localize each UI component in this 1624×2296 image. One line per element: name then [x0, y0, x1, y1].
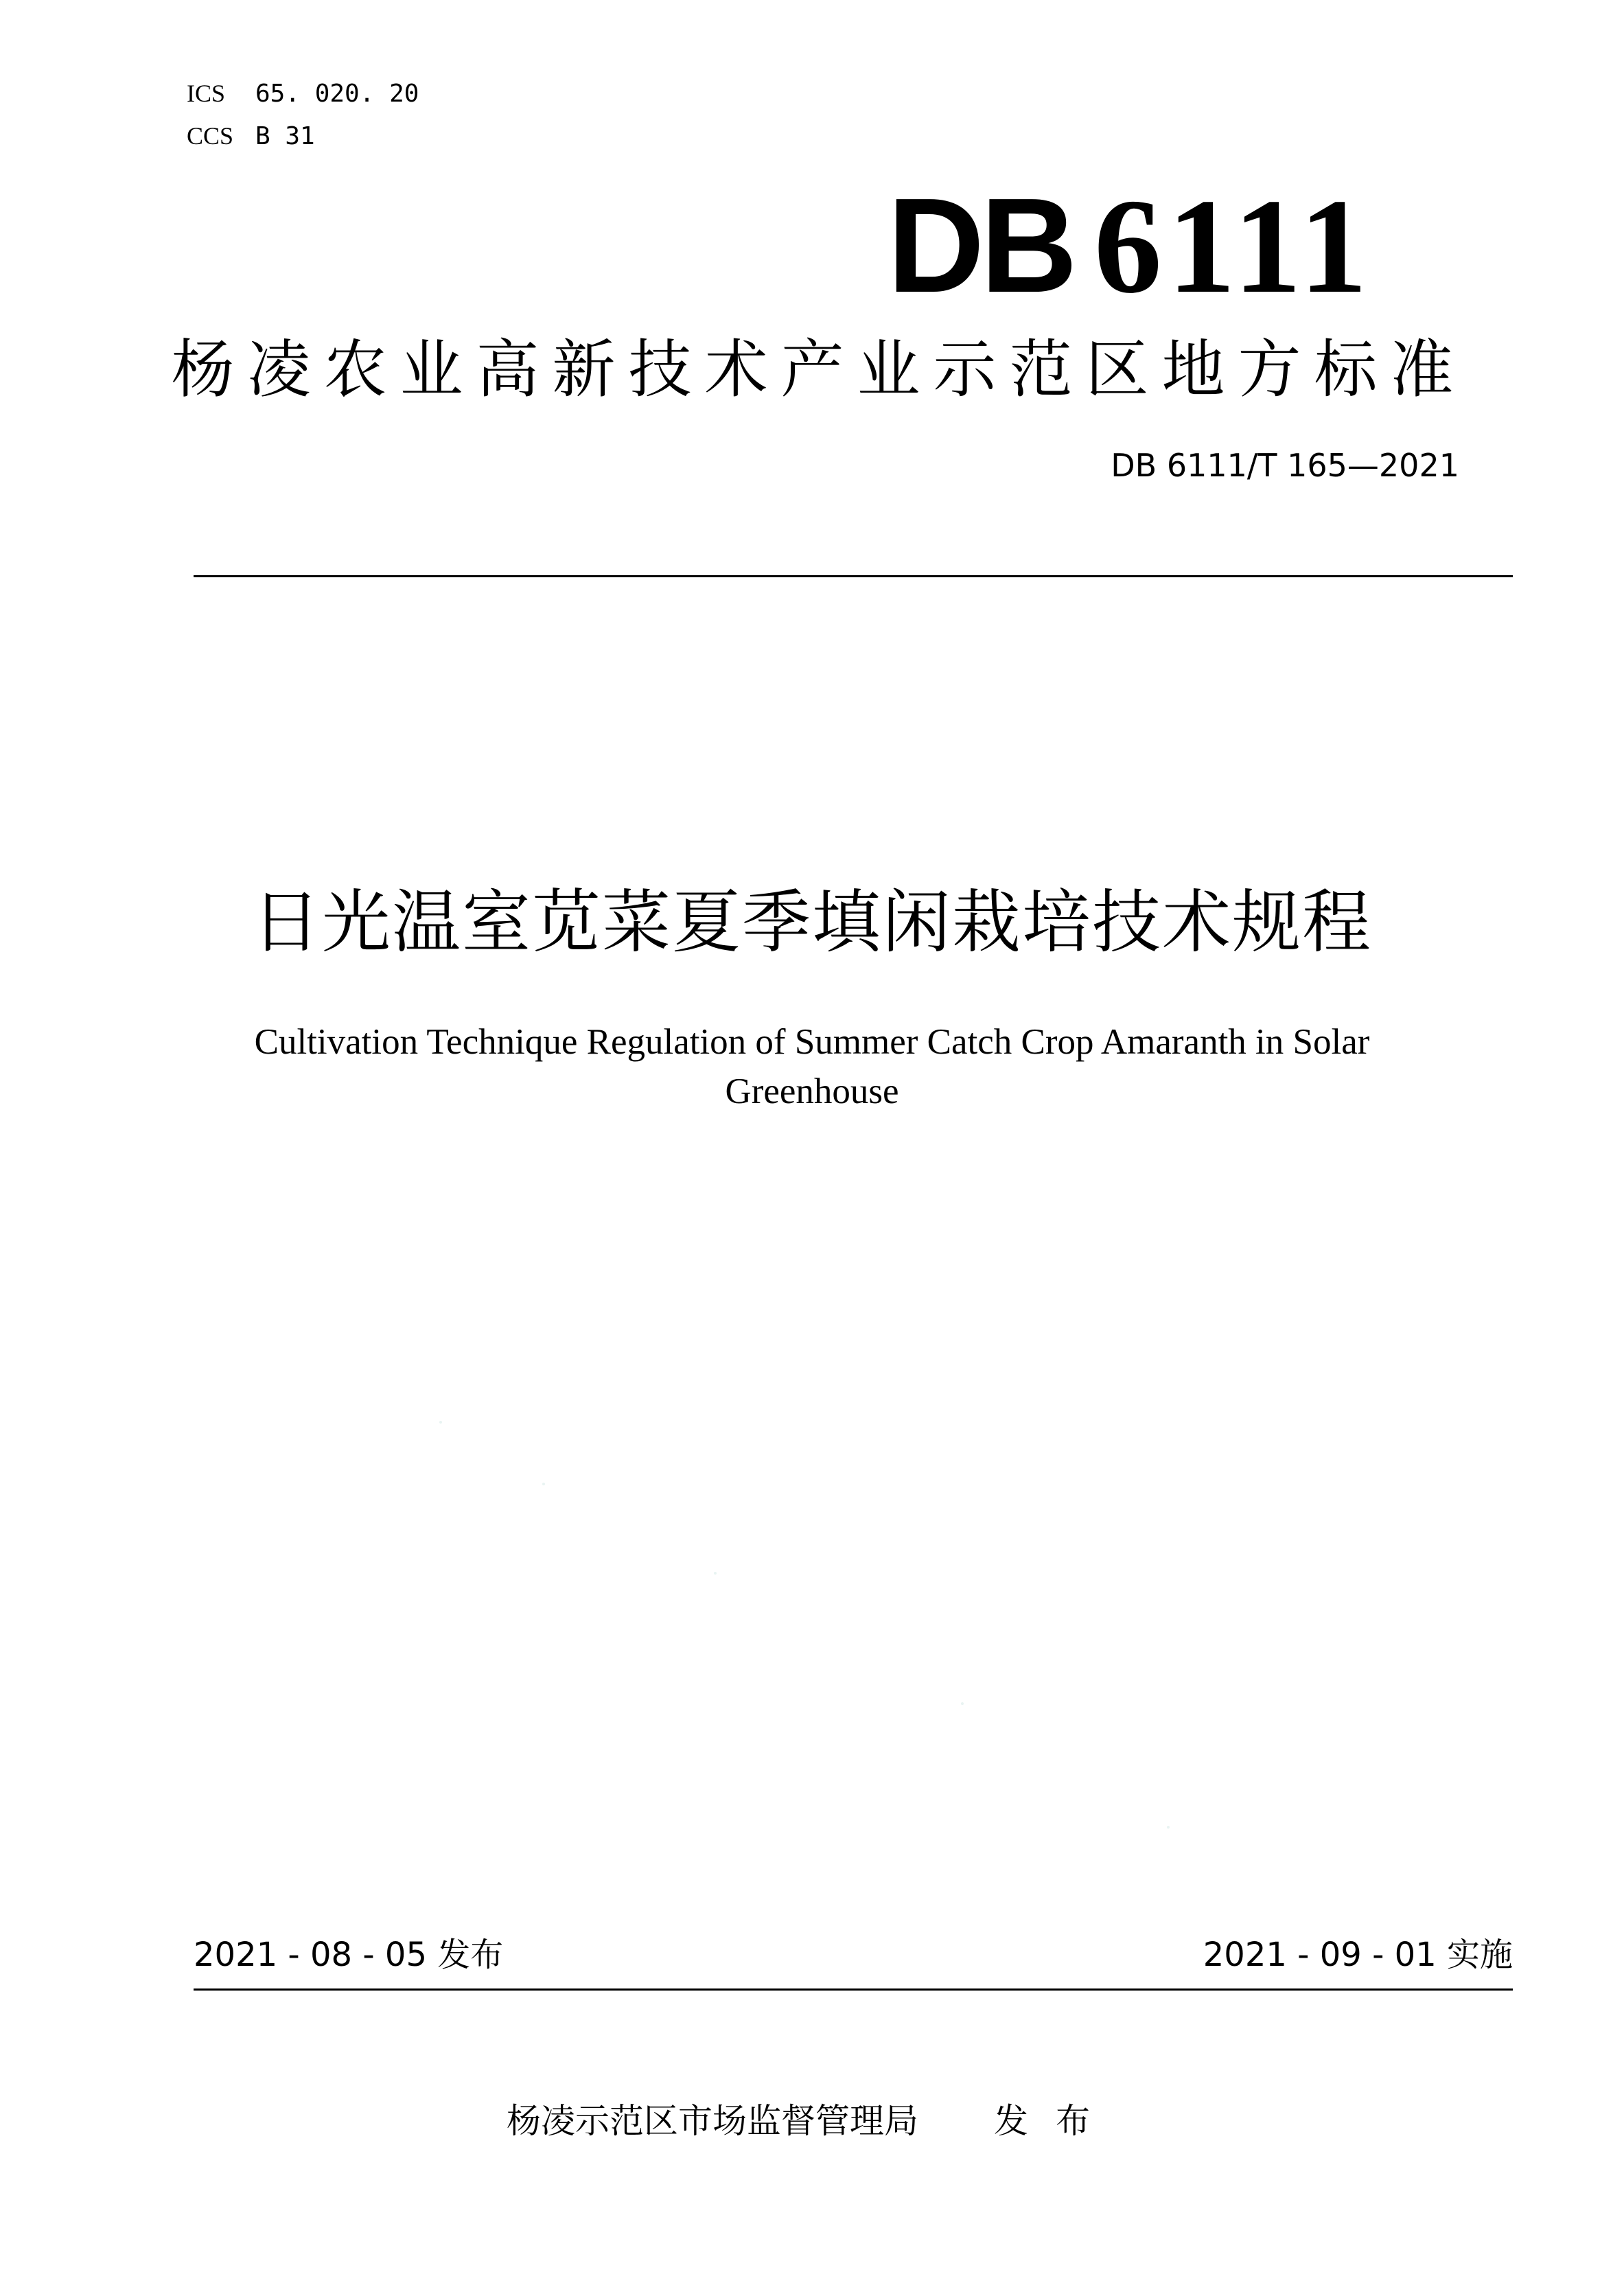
standard-logo [887, 170, 1373, 321]
background-speck [1167, 1826, 1170, 1829]
background-speck [439, 1421, 442, 1424]
ics-code [187, 78, 419, 109]
standard-number: DB 6111/T 165—2021 [1111, 447, 1459, 484]
logo-prefix: DB [887, 170, 1074, 321]
background-speck [714, 1572, 717, 1575]
logo-code: 6111 [1093, 171, 1373, 321]
background-speck [961, 1702, 964, 1705]
publish-action: 发布 [994, 2101, 1117, 2141]
issue-date: 2021 - 08 - 05 发布 [194, 1936, 504, 1974]
header-divider [194, 575, 1513, 577]
background-speck [542, 1483, 545, 1485]
publisher-line [0, 2099, 1624, 2143]
ccs-value: B 31 [255, 122, 315, 150]
ccs-label: CCS [187, 122, 234, 150]
document-title-english: Cultivation Technique Regulation of Summer Catch Crop Amaranth in Solar Greenhouse [254, 1022, 1370, 1111]
footer-divider [194, 1988, 1513, 1991]
issuing-authority-heading: 杨凌农业高新技术产业示范区地方标准 [171, 333, 1467, 406]
publisher-name: 杨凌示范区市场监督管理局 [507, 2101, 918, 2141]
ccs-code [187, 121, 315, 152]
ics-value: 65. 020. 20 [255, 80, 419, 108]
implementation-date: 2021 - 09 - 01 实施 [1203, 1936, 1513, 1974]
ics-label: ICS [187, 80, 226, 107]
document-title-chinese: 日光温室苋菜夏季填闲栽培技术规程 [252, 882, 1372, 962]
